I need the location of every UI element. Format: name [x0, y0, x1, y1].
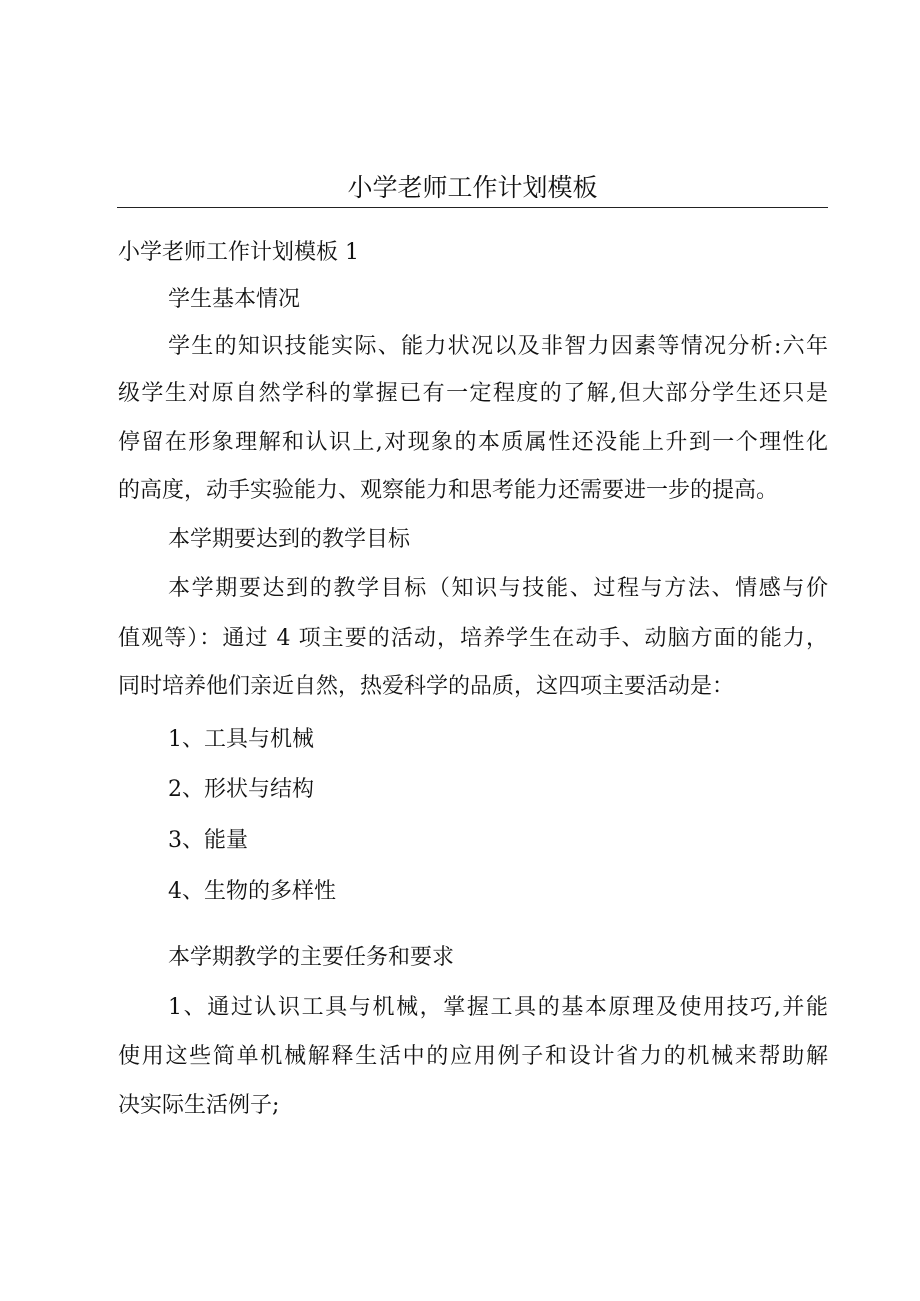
paragraph-line: 的高度，动手实验能力、观察能力和思考能力还需要进一步的提高。 [118, 478, 779, 503]
subheading-student-situation: 学生基本情况 [168, 287, 301, 312]
paragraph-line: 级学生对原自然学科的掌握已有一定程度的了解,但大部分学生还只是 [118, 381, 828, 406]
list-item: 2、形状与结构 [168, 777, 314, 802]
paragraph-line: 1、通过认识工具与机械，掌握工具的基本原理及使用技巧,并能 [168, 995, 828, 1020]
list-item: 3、能量 [168, 828, 248, 853]
document-title: 小学老师工作计划模板 [347, 173, 598, 202]
list-item: 1、工具与机械 [168, 727, 314, 752]
subheading-tasks: 本学期教学的主要任务和要求 [168, 945, 455, 970]
paragraph-line: 本学期要达到的教学目标（知识与技能、过程与方法、情感与价 [168, 576, 828, 601]
list-item: 4、生物的多样性 [168, 879, 336, 904]
section-heading: 小学老师工作计划模板 1 [118, 240, 359, 265]
paragraph-line: 同时培养他们亲近自然，热爱科学的品质，这四项主要活动是： [118, 674, 735, 699]
paragraph-line: 学生的知识技能实际、能力状况以及非智力因素等情况分析:六年 [168, 334, 828, 359]
paragraph-line: 决实际生活例子; [118, 1093, 280, 1118]
paragraph-line: 使用这些简单机械解释生活中的应用例子和设计省力的机械来帮助解 [118, 1044, 828, 1069]
title-underline [117, 207, 828, 208]
paragraph-line: 值观等）：通过 4 项主要的活动，培养学生在动手、动脑方面的能力， [118, 626, 828, 651]
subheading-goals: 本学期要达到的教学目标 [168, 527, 411, 552]
paragraph-line: 停留在形象理解和认识上,对现象的本质属性还没能上升到一个理性化 [118, 430, 828, 455]
